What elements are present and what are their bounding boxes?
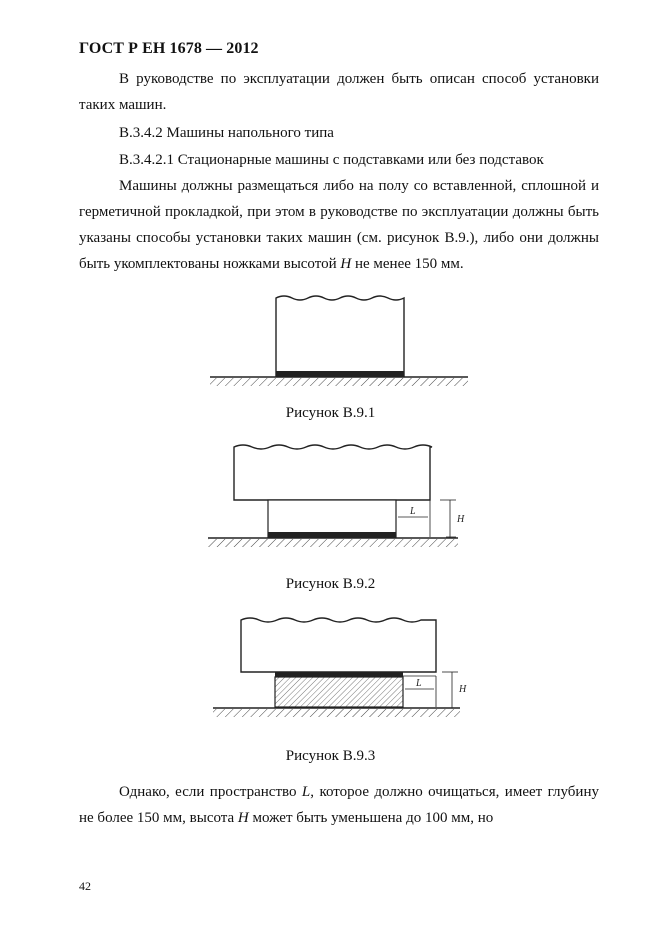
fig2-label-l: L [410,506,416,517]
paragraph-floor-placement [79,173,599,277]
figure-b91 [210,296,468,386]
paragraph-manual-installation: В руководстве по эксплуатации должен быть описан способ установки таких машин. [79,71,599,113]
paragraph-text: Машины должны размещаться либо на полу со вставленной, сплошной и герметичной прокладкой, при этом в руководстве по эксплуатации должны быть указаны способы установки таких машин (см. рисунок В.9.), либо они должны быть укомплектованы ножками высотой [79,178,599,272]
fig2-label-h: H [457,514,465,525]
paragraph-text: не менее 150 мм. [351,256,464,272]
paragraph-text: , которое должно очищаться, имеет глубину не более 150 мм, высота [79,784,599,826]
figure-b93 [213,618,460,717]
variable-h: H [237,810,249,826]
paragraph-text: может быть уменьшена до 100 мм, но [248,810,494,826]
figure-caption-b92: Рисунок В.9.2 [285,576,376,592]
figure-caption-b91: Рисунок В.9.1 [285,405,376,421]
figure-b92 [208,445,458,547]
figure-caption-b93: Рисунок В.9.3 [285,748,376,764]
section-heading-floor-machines: В.3.4.2 Машины напольного типа [119,125,334,141]
paragraph-space-l-depth [79,779,599,831]
fig3-label-h: H [459,684,467,695]
paragraph-text: Однако, если пространство [119,784,302,800]
fig3-label-l: L [416,678,422,689]
page-number: 42 [79,879,91,893]
variable-h: H [340,256,352,272]
variable-l: L [301,784,311,800]
document-header: ГОСТ Р ЕН 1678 — 2012 [79,40,259,57]
subsection-heading-stationary-machines: В.3.4.2.1 Стационарные машины с подставками или без подставок [119,152,544,168]
